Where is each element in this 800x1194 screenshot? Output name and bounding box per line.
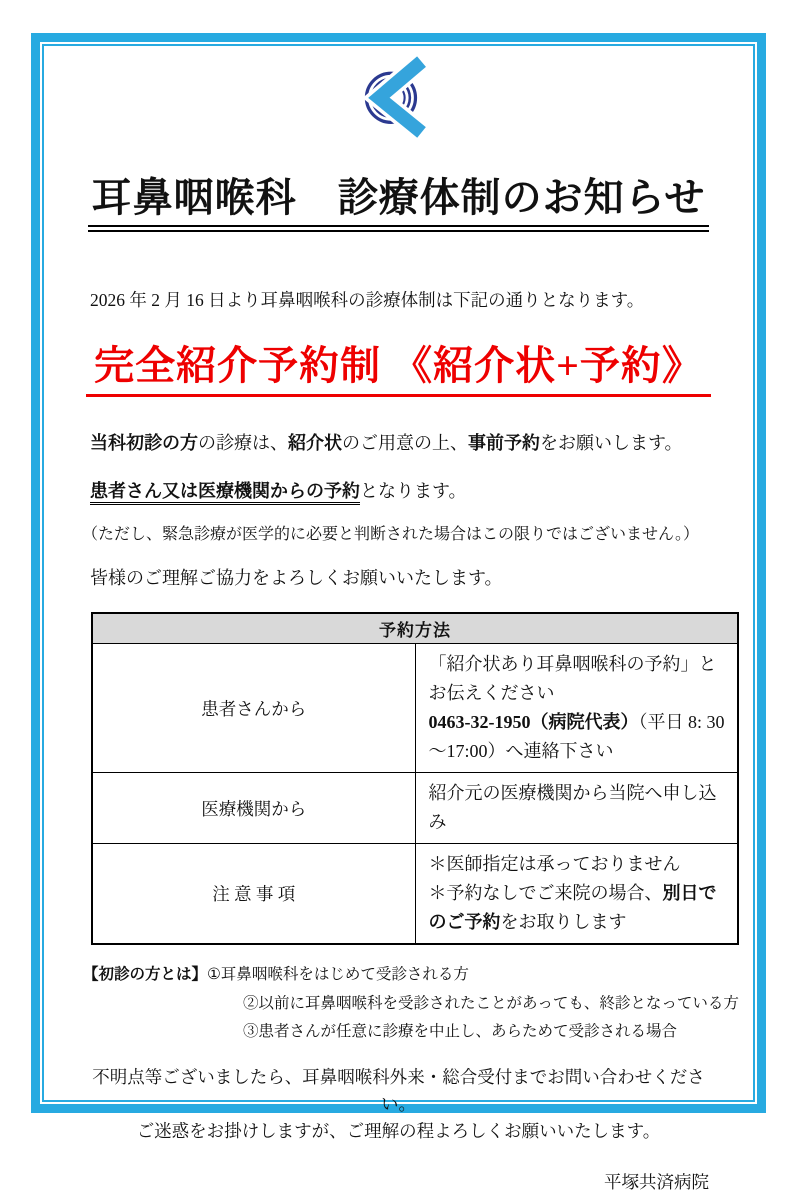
patient-instruction-line2: 0463-32-1950（病院代表）（平日 8: 30～17:00）へ連絡下さい	[428, 712, 725, 761]
reservation-method-table	[91, 612, 739, 945]
page-border	[31, 33, 766, 1192]
emergency-exception-text: （ただし、緊急診療が医学的に必要と判断された場合はこの限りではございません。）	[82, 526, 699, 543]
first-visit-definition-line3: ③患者さんが任意に診療を中止し、あらためて受診される場合	[243, 1023, 678, 1040]
first-visit-definition-line2: ②以前に耳鼻咽喉科を受診されたことがあっても、終診となっている方	[243, 994, 739, 1012]
closing-line1: 不明点等ございましたら、耳鼻咽喉科外来・総合受付までお問い合わせくださ	[92, 1066, 705, 1087]
kkr-hospital-logo-icon	[357, 60, 441, 134]
row-label: 注 意 事 項	[92, 844, 415, 945]
row-value: 紹介元の医療機関から当院へ申し込み	[415, 773, 738, 844]
page-title: 耳鼻咽喉科 診療体制のお知らせ	[88, 176, 710, 232]
cooperation-request-text: 皆様のご理解ご協力をよろしくお願いいたします。	[90, 568, 503, 588]
row-label: 医療機関から	[92, 773, 415, 844]
closing-line3: ご迷惑をお掛けしますが、ご理解の程よろしくお願いいたします。	[136, 1120, 661, 1141]
table-header-row	[92, 613, 738, 644]
referral-policy-heading: 完全紹介予約制 《紹介状+予約》	[86, 343, 711, 397]
first-visit-definition-line1: 【初診の方とは】①耳鼻咽喉科をはじめて受診される方	[83, 966, 469, 983]
hospital-signature: 平塚共済病院	[604, 1171, 709, 1192]
note-line1: ＊医師指定は承っておりません	[428, 854, 681, 874]
closing-message	[44, 1064, 753, 1145]
first-visit-policy-text: 当科初診の方の診療は、紹介状のご用意の上、事前予約をお願いします。	[90, 433, 683, 453]
row-value	[415, 844, 738, 945]
logo-container	[44, 60, 753, 134]
closing-line2: い。	[381, 1093, 416, 1114]
first-visit-definition	[44, 961, 753, 1047]
note-line2: ＊予約なしでご来院の場合、別日でのご予約をお取りします	[428, 883, 717, 932]
notice-content	[44, 46, 753, 1192]
page-border-inner	[42, 44, 755, 1192]
row-value	[415, 644, 738, 773]
table-row-patient	[92, 644, 738, 773]
table-row-notes	[92, 844, 738, 945]
patient-instruction-line1: 「紹介状あり耳鼻咽喉科の予約」とお伝えください	[428, 654, 717, 703]
phone-number: 0463-32-1950（病院代表）	[428, 712, 639, 732]
reservation-source-text: 患者さん又は医療機関からの予約となります。	[44, 478, 753, 505]
table-header-cell: 予約方法	[92, 613, 738, 644]
table-row-medical-institution	[92, 773, 738, 844]
row-label: 患者さんから	[92, 644, 415, 773]
intro-text: 2026 年 2 月 16 日より耳鼻咽喉科の診療体制は下記の通りとなります。	[90, 290, 645, 310]
